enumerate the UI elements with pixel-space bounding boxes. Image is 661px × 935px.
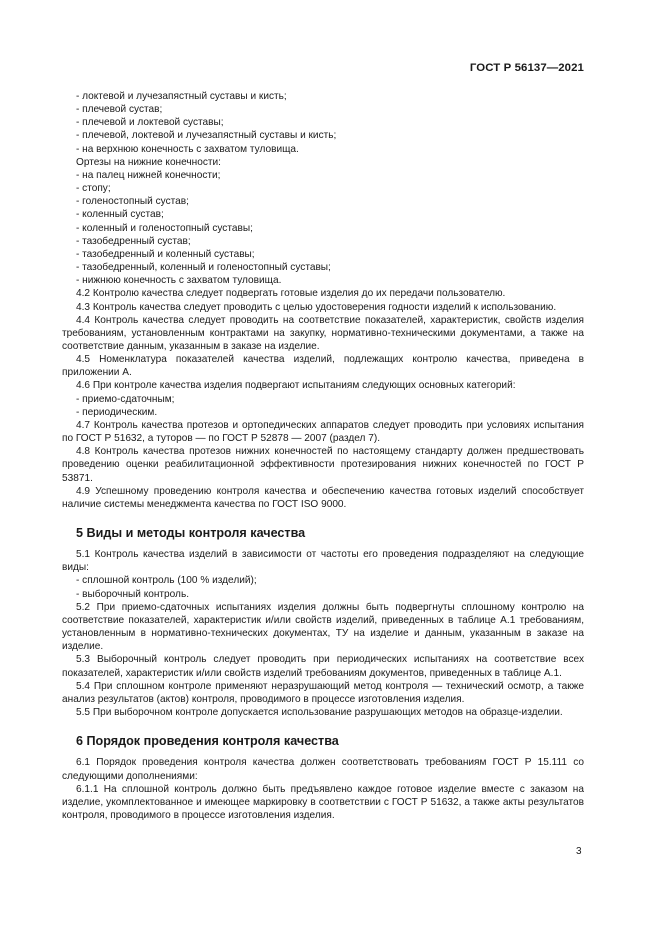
list-item: - тазобедренный, коленный и голеностопный суставы; xyxy=(76,262,331,274)
list-item: - приемо-сдаточным; xyxy=(76,393,175,405)
list-item: - плечевой сустав; xyxy=(76,104,163,116)
clause-5-4: 5.4 При сплошном контроле применяют неразрушающий метод контроля — технический осмотр, а также анализ результатов (актов) контроля, проводимого в процессе изготовления изделия. xyxy=(62,680,584,705)
clause-6-1: 6.1 Порядок проведения контроля качества должен соответствовать требованиям ГОСТ Р 15.111 со следующими дополнениями: xyxy=(62,757,584,782)
clause-4-3: 4.3 Контроль качества следует проводить с целью удостоверения годности изделий к использованию. xyxy=(76,301,557,313)
clause-5-2: 5.2 При приемо-сдаточных испытаниях изделия должны быть подвергнуты сплошному контролю на соответствие показателей, характеристик и/или свойств изделий, приведенных в таблице А.1 требованиям, установленным в нормативно-технических документах, ТУ на изделие и данным, указанным в заказе на изделие. xyxy=(62,601,584,653)
clause-4-9: 4.9 Успешному проведению контроля качества и обеспечению качества готовых изделий способствует наличие системы менеджмента качества по ГОСТ ISO 9000. xyxy=(62,485,584,510)
orthosis-list xyxy=(62,90,584,287)
list-item: - плечевой и локтевой суставы; xyxy=(76,117,224,129)
clause-4-7: 4.7 Контроль качества протезов и ортопедических аппаратов следует проводить при условиях испытания по ГОСТ Р 51632, а туторов — по ГОСТ Р 52878 — 2007 (раздел 7). xyxy=(62,419,584,445)
clause-5-5: 5.5 При выборочном контроле допускается использование разрушающих методов на образце-изделии. xyxy=(76,707,563,719)
section-5-title: 5 Виды и методы контроля качества xyxy=(76,526,306,540)
clause-4-8: 4.8 Контроль качества протезов нижних конечностей по настоящему стандарту должен предшествовать проведению оценки реабилитационной эффективности протезирования нижних конечностей по ГОСТ Р 53871. xyxy=(62,446,584,484)
clause-4-5: 4.5 Номенклатура показателей качества изделий, подлежащих контролю качества, приведена в приложении А. xyxy=(62,354,584,379)
clause-5-1: 5.1 Контроль качества изделий в зависимости от частоты его проведения подразделяют на следующие виды: xyxy=(62,549,584,574)
section-6-title: 6 Порядок проведения контроля качества xyxy=(76,734,339,749)
list-item: - нижнюю конечность с захватом туловища. xyxy=(76,275,282,287)
clause-4-6: 4.6 При контроле качества изделия подвергают испытаниям следующих основных категорий: xyxy=(76,380,516,392)
clause-4-4: 4.4 Контроль качества следует проводить на соответствие показателей, характеристик, свойств изделия требованиям, установленным контрактами на закупку, нормативно-техническими документами, а также на соответствие данным, указанным в заказе на изделие. xyxy=(62,314,584,352)
clause-5-3: 5.3 Выборочный контроль следует проводить при периодических испытаниях на соответствие всех показателей, характеристик и/или свойств изделий требованиям документов, приведенных в таблице А.1. xyxy=(62,654,584,679)
clause-6-1-1: 6.1.1 На сплошной контроль должно быть предъявлено каждое готовое изделие вместе с заказом на изделие, укомплектованное и имеющее маркировку в соответствии с ГОСТ Р 51632, а также акты результатов контроля, проводимого в процессе изготовления изделия. xyxy=(62,783,584,821)
list-item: - коленный и голеностопный суставы; xyxy=(76,222,253,234)
list-item: - коленный сустав; xyxy=(76,209,164,221)
list-item: - голеностопный сустав; xyxy=(76,196,189,208)
list-item: - локтевой и лучезапястный суставы и кисть; xyxy=(76,91,287,102)
list-item: - сплошной контроль (100 % изделий); xyxy=(76,575,257,587)
list-item: - периодическим. xyxy=(76,406,158,418)
list-item: - на верхнюю конечность с захватом туловища. xyxy=(76,143,299,155)
list-item: - выборочный контроль. xyxy=(76,588,190,600)
clause-4-2: 4.2 Контролю качества следует подвергать готовые изделия до их передачи пользователю. xyxy=(76,288,506,300)
document-header: ГОСТ Р 56137—2021 xyxy=(469,62,584,74)
document-body xyxy=(62,90,584,822)
list-item: - тазобедренный и коленный суставы; xyxy=(76,248,255,260)
list-heading: Ортезы на нижние конечности: xyxy=(76,156,221,168)
list-item: - на палец нижней конечности; xyxy=(76,169,221,181)
list-item: - тазобедренный сустав; xyxy=(76,235,191,247)
list-item: - стопу; xyxy=(76,183,111,195)
page-number: 3 xyxy=(576,846,582,857)
list-item: - плечевой, локтевой и лучезапястный суставы и кисть; xyxy=(76,130,337,142)
